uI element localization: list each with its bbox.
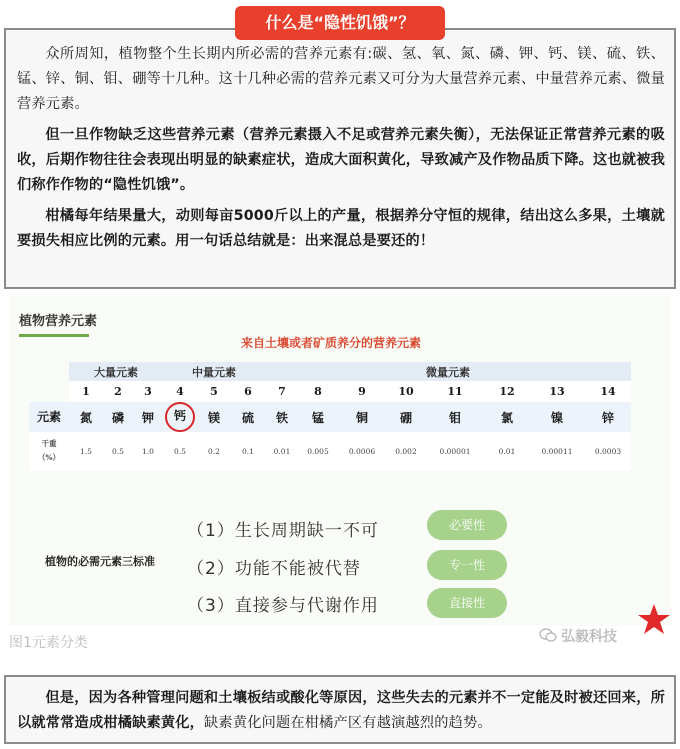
figure-heading: 植物营养元素	[19, 314, 98, 329]
dry-weight-value: 0.01	[265, 432, 299, 470]
element-name-cell: 磷	[103, 402, 133, 432]
dry-weight-value: 0.002	[387, 432, 425, 470]
table-value-row	[29, 432, 631, 470]
dry-weight-value: 1.5	[69, 432, 103, 470]
dry-weight-value: 0.01	[485, 432, 529, 470]
dry-weight-value: 0.0003	[585, 432, 631, 470]
element-number: 1	[69, 381, 103, 402]
intro-paragraph-3: 柑橘每年结果量大，动则每亩5000斤以上的产量，根据养分守恒的规律，结出这么多果，土壤就要损失相应比例的元素。用一句话总结就是：出来混总是要还的！	[17, 208, 665, 249]
element-number: 12	[485, 381, 529, 402]
element-name-cell: 镍	[529, 402, 585, 432]
element-name-cell: 氮	[69, 402, 103, 432]
star-icon	[637, 602, 671, 636]
criterion-tag-2: 专一性	[427, 550, 507, 580]
table-number-row	[29, 381, 631, 402]
element-name-cell: 铁	[265, 402, 299, 432]
element-name-cell: 钼	[425, 402, 485, 432]
dry-weight-value: 0.5	[163, 432, 197, 470]
element-name-cell: 锰	[299, 402, 337, 432]
element-name-cell: 镁	[197, 402, 231, 432]
dry-weight-value: 0.0006	[337, 432, 387, 470]
element-table	[29, 362, 631, 470]
criteria-title: 植物的必需元素三标准	[45, 555, 155, 568]
watermark-text: 弘毅科技	[561, 629, 617, 645]
element-number: 6	[231, 381, 265, 402]
dry-weight-value: 0.00001	[425, 432, 485, 470]
element-number: 4	[163, 381, 197, 402]
group-micro: 微量元素	[265, 362, 631, 381]
table-group-row	[29, 362, 631, 381]
dry-weight-value: 0.005	[299, 432, 337, 470]
element-number: 9	[337, 381, 387, 402]
intro-box	[4, 28, 676, 289]
element-name-cell	[163, 402, 197, 432]
highlighted-element: 钙	[165, 402, 195, 432]
figure-subheading: 来自土壤或者矿质养分的营养元素	[241, 336, 422, 350]
criterion-1: （1）生长周期缺一不可	[187, 521, 379, 541]
dry-weight-value: 0.1	[231, 432, 265, 470]
element-name-cell: 氯	[485, 402, 529, 432]
element-name-cell: 钾	[133, 402, 163, 432]
table-corner	[29, 362, 69, 381]
element-number: 14	[585, 381, 631, 402]
dry-weight-value: 0.2	[197, 432, 231, 470]
row-label-dry-weight: 干重 （%）	[29, 432, 69, 470]
dry-weight-value: 0.5	[103, 432, 133, 470]
table-number-corner	[29, 381, 69, 402]
element-number: 13	[529, 381, 585, 402]
element-number: 10	[387, 381, 425, 402]
closing-bold-text: 但是，因为各种管理问题和土壤板结或酸化等原因，这些失去的元素并不一定能及时被还回来，所以就常常造成柑橘缺素黄化，	[17, 690, 665, 731]
group-major: 大量元素	[69, 362, 163, 381]
section-title-badge: 什么是“隐性饥饿”？	[235, 6, 445, 40]
table-element-row	[29, 402, 631, 432]
figure-heading-underline	[19, 334, 89, 337]
wechat-icon	[539, 628, 557, 642]
group-medium: 中量元素	[163, 362, 265, 381]
closing-paragraph	[17, 686, 665, 736]
figure-caption: 图1元素分类	[9, 635, 88, 651]
row-label-element: 元素	[29, 402, 69, 432]
element-name-cell: 铜	[337, 402, 387, 432]
element-number: 11	[425, 381, 485, 402]
element-number: 8	[299, 381, 337, 402]
element-name-cell: 硫	[231, 402, 265, 432]
dry-weight-value: 1.0	[133, 432, 163, 470]
element-name-cell: 锌	[585, 402, 631, 432]
criterion-tag-3: 直接性	[427, 588, 507, 618]
element-number: 2	[103, 381, 133, 402]
element-number: 7	[265, 381, 299, 402]
criterion-2: （2）功能不能被代替	[187, 559, 361, 579]
element-number: 3	[133, 381, 163, 402]
criterion-tag-1: 必要性	[427, 510, 507, 540]
dry-weight-value: 0.00011	[529, 432, 585, 470]
closing-normal-text: 缺素黄化问题在柑橘产区有越演越烈的趋势。	[204, 715, 492, 731]
intro-paragraph-1: 众所周知，植物整个生长期内所必需的营养元素有:碳、氢、氧、氮、磷、钾、钙、镁、硫、铁、锰、锌、铜、钼、硼等十几种。这十几种必需的营养元素又可分为大量营养元素、中量营养元素、微量营养元素。	[17, 46, 665, 112]
element-number: 5	[197, 381, 231, 402]
element-classification-figure	[9, 294, 671, 666]
criterion-3: （3）直接参与代谢作用	[187, 596, 379, 616]
intro-paragraph-2: 但一旦作物缺乏这些营养元素（营养元素摄入不足或营养元素失衡），无法保证正常营养元素的吸收，后期作物往往会表现出明显的缺素症状，造成大面积黄化，导致减产及作物品质下降。这也就被我们称作作物的“隐性饥饿”。	[17, 127, 665, 193]
element-name-cell: 硼	[387, 402, 425, 432]
closing-box	[4, 675, 676, 744]
